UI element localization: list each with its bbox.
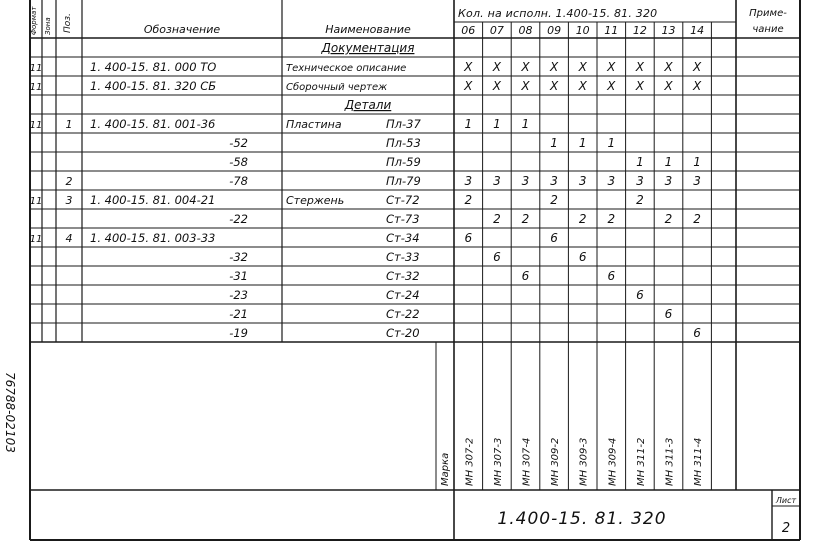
row-designation: -32 <box>229 250 248 264</box>
section-title: Документация <box>321 41 415 55</box>
qty-value: 3 <box>493 174 501 188</box>
row-designation: 1. 400-15. 81. 000 ТО <box>90 60 217 74</box>
mark-label: МН 309-4 <box>607 437 619 486</box>
qty-value: X <box>635 60 645 74</box>
header-format: Формат <box>30 6 38 35</box>
row-designation: -58 <box>229 155 248 169</box>
qty-value: 6 <box>607 269 616 283</box>
header-pos: Поз. <box>63 13 73 33</box>
mark-label: МН 307-4 <box>521 437 533 486</box>
qty-value: 1 <box>578 136 587 150</box>
mark-label: МН 311-2 <box>635 437 647 486</box>
row-designation: 1. 400-15. 81. 001-36 <box>90 117 216 131</box>
header-zone: Зона <box>44 17 52 35</box>
inventory-number: 76788-02 <box>3 372 17 430</box>
row-designation: -22 <box>229 212 248 226</box>
document-code: 1.400-15. 81. 320 <box>497 509 667 529</box>
row-position: 3 <box>65 194 73 207</box>
marka-label: Марка <box>440 452 451 486</box>
qty-value: X <box>607 79 616 93</box>
header-name: Наименование <box>325 23 411 36</box>
qty-value: 3 <box>693 174 701 188</box>
row-position: 2 <box>65 175 73 188</box>
row-code: Ст-34 <box>386 231 420 245</box>
qty-value: 3 <box>578 174 587 188</box>
variant-number: 13 <box>661 24 676 37</box>
row-code: Пл-53 <box>386 136 421 150</box>
qty-value: 3 <box>636 174 644 188</box>
qty-value: 2 <box>578 212 587 226</box>
qty-value: X <box>549 79 559 93</box>
row-code: Пл-79 <box>386 174 421 188</box>
qty-value: 3 <box>550 174 558 188</box>
variant-number: 12 <box>632 24 647 37</box>
qty-value: 3 <box>521 174 530 188</box>
row-format: 11 <box>29 120 43 131</box>
variant-number: 07 <box>489 24 504 37</box>
row-designation: -19 <box>229 326 248 340</box>
qty-value: 6 <box>521 269 530 283</box>
qty-value: 2 <box>550 193 558 207</box>
row-format: 11 <box>29 82 43 93</box>
qty-value: X <box>692 60 702 74</box>
qty-value: 1 <box>464 117 473 131</box>
variant-number: 14 <box>690 24 705 37</box>
header-note: Приме- <box>749 8 787 19</box>
row-name: Техническое описание <box>286 63 407 74</box>
row-code: Пл-37 <box>386 117 421 131</box>
qty-value: X <box>549 60 559 74</box>
qty-value: X <box>521 60 530 74</box>
archive-number: 103 <box>3 430 17 453</box>
qty-value: 6 <box>693 326 701 340</box>
row-code: Пл-59 <box>386 155 421 169</box>
mark-label: МН 307-2 <box>464 437 476 486</box>
qty-value: 1 <box>493 117 501 131</box>
qty-value: 2 <box>493 212 501 226</box>
variant-number: 09 <box>547 24 562 37</box>
qty-value: 6 <box>636 288 644 302</box>
mark-label: МН 311-4 <box>693 437 705 486</box>
qty-value: 2 <box>521 212 530 226</box>
qty-value: 1 <box>521 117 530 131</box>
row-code: Ст-72 <box>386 193 420 207</box>
mark-label: МН 311-3 <box>664 437 676 486</box>
variant-number: 11 <box>604 24 619 37</box>
qty-value: 6 <box>664 307 673 321</box>
qty-value: X <box>692 79 702 93</box>
row-designation: 1. 400-15. 81. 320 СБ <box>90 79 217 93</box>
mark-label: МН 307-3 <box>492 437 504 486</box>
qty-value: 6 <box>578 250 587 264</box>
row-code: Ст-24 <box>386 288 420 302</box>
row-format: 11 <box>29 234 43 245</box>
row-designation: -23 <box>229 288 248 302</box>
row-designation: -31 <box>229 269 248 283</box>
qty-value: 2 <box>464 193 473 207</box>
row-designation: -21 <box>229 307 248 321</box>
qty-value: 1 <box>607 136 616 150</box>
qty-value: X <box>521 79 530 93</box>
row-format: 11 <box>29 196 43 207</box>
variant-number: 10 <box>575 24 590 37</box>
mark-label: МН 309-3 <box>578 437 590 486</box>
qty-value: X <box>664 79 673 93</box>
row-position: 4 <box>65 232 73 245</box>
row-designation: 1. 400-15. 81. 004-21 <box>90 193 216 207</box>
row-name: Стержень <box>286 194 345 207</box>
row-format: 11 <box>29 63 43 74</box>
qty-value: 6 <box>464 231 473 245</box>
sheet-number: 2 <box>781 521 791 536</box>
qty-value: 3 <box>464 174 473 188</box>
qty-value: 2 <box>607 212 616 226</box>
qty-value: X <box>464 60 473 74</box>
qty-value: 2 <box>664 212 673 226</box>
qty-value: 6 <box>493 250 501 264</box>
section-title: Детали <box>344 98 392 112</box>
row-code: Ст-20 <box>386 326 420 340</box>
qty-value: X <box>635 79 645 93</box>
sheet-label: Лист <box>775 496 797 505</box>
qty-value: 2 <box>636 193 644 207</box>
mark-label: МН 309-2 <box>550 437 562 486</box>
variant-number: 06 <box>461 24 476 37</box>
qty-value: X <box>578 79 587 93</box>
qty-value: X <box>664 60 673 74</box>
row-designation: -78 <box>229 174 248 188</box>
qty-value: 2 <box>693 212 701 226</box>
header-qty-label: Кол. на исполн. 1.400-15. 81. 320 <box>458 7 658 20</box>
qty-value: X <box>492 60 502 74</box>
qty-value: 1 <box>636 155 644 169</box>
header-designation: Обозначение <box>143 23 221 36</box>
header-note-line2: чание <box>752 24 784 35</box>
qty-value: 3 <box>664 174 673 188</box>
row-code: Ст-73 <box>386 212 420 226</box>
row-code: Ст-33 <box>386 250 420 264</box>
row-position: 1 <box>65 118 73 131</box>
qty-value: 6 <box>550 231 558 245</box>
row-name: Пластина <box>286 118 342 131</box>
row-code: Ст-32 <box>386 269 420 283</box>
row-designation: -52 <box>229 136 248 150</box>
qty-value: 1 <box>693 155 701 169</box>
qty-value: 3 <box>607 174 616 188</box>
row-designation: 1. 400-15. 81. 003-33 <box>90 231 216 245</box>
qty-value: X <box>607 60 616 74</box>
row-code: Ст-22 <box>386 307 420 321</box>
qty-value: X <box>578 60 587 74</box>
variant-number: 08 <box>518 24 533 37</box>
qty-value: 1 <box>550 136 558 150</box>
row-name: Сборочный чертеж <box>286 82 388 93</box>
qty-value: X <box>492 79 502 93</box>
qty-value: 1 <box>664 155 673 169</box>
qty-value: X <box>464 79 473 93</box>
